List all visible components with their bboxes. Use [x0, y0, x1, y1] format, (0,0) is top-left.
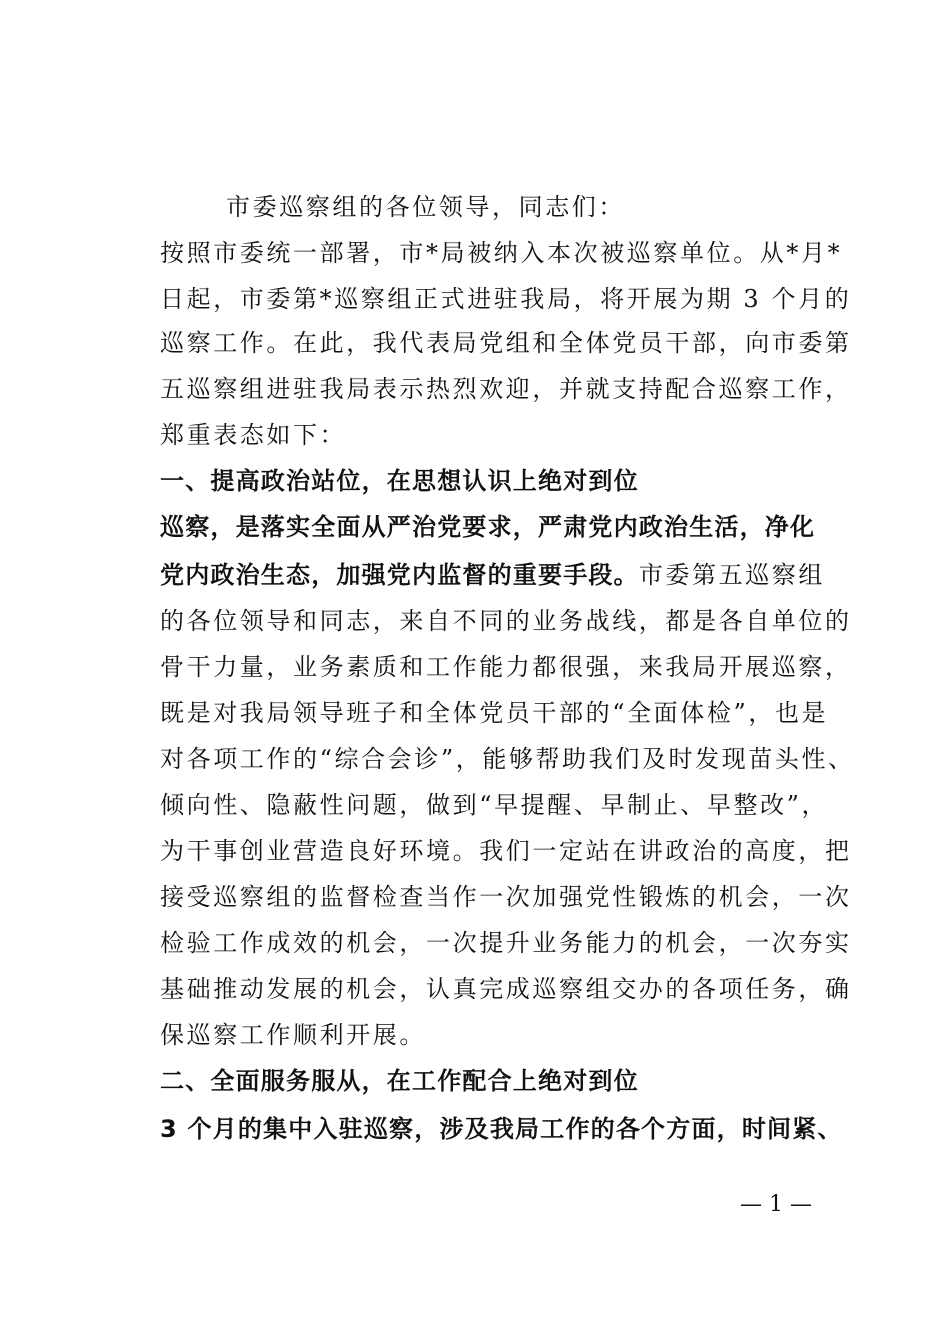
paragraph-line: 倾向性、隐蔽性问题，做到“早提醒、早制止、早整改”，: [160, 791, 829, 819]
paragraph-line: 日起，市委第*巡察组正式进驻我局，将开展为期 3 个月的: [160, 285, 852, 313]
paragraph-line: 的各位领导和同志，来自不同的业务战线，都是各自单位的: [160, 607, 852, 635]
paragraph-line: 对各项工作的“综合会诊”，能够帮助我们及时发现苗头性、: [160, 745, 855, 773]
paragraph-line: 骨干力量，业务素质和工作能力都很强，来我局开展巡察，: [160, 653, 852, 681]
salutation: 市委巡察组的各位领导，同志们：: [226, 193, 625, 221]
mixed-line: [160, 558, 860, 592]
paragraph-line: 为干事创业营造良好环境。我们一定站在讲政治的高度，把: [160, 837, 852, 865]
paragraph-text: 市委第五巡察组: [638, 561, 826, 589]
section-heading-1: 一、提高政治站位，在思想认识上绝对到位: [160, 467, 639, 495]
section-heading-2: 二、全面服务服从，在工作配合上绝对到位: [160, 1067, 639, 1095]
paragraph-line: 既是对我局领导班子和全体党员干部的“全面体检”，也是: [160, 699, 829, 727]
paragraph-line: 巡察工作。在此，我代表局党组和全体党员干部，向市委第: [160, 329, 852, 357]
paragraph-line: 郑重表态如下：: [160, 421, 347, 449]
bold-sentence-line: 巡察，是落实全面从严治党要求，严肃党内政治生活，净化: [160, 513, 816, 541]
bold-sentence-line: 3 个月的集中入驻巡察，涉及我局工作的各个方面，时间紧、: [160, 1115, 843, 1143]
paragraph-line: 保巡察工作顺利开展。: [160, 1021, 426, 1049]
paragraph-line: 五巡察组进驻我局表示热烈欢迎，并就支持配合巡察工作，: [160, 375, 852, 403]
page-number: — 1 —: [740, 1192, 812, 1217]
paragraph-line: 接受巡察组的监督检查当作一次加强党性锻炼的机会，一次: [160, 883, 852, 911]
paragraph-line: 检验工作成效的机会，一次提升业务能力的机会，一次夯实: [160, 929, 852, 957]
paragraph-line: 按照市委统一部署，市*局被纳入本次被巡察单位。从*月*: [160, 239, 843, 267]
paragraph-line: 基础推动发展的机会，认真完成巡察组交办的各项任务，确: [160, 975, 852, 1003]
bold-sentence-end: 党内政治生态，加强党内监督的重要手段。: [160, 561, 639, 589]
